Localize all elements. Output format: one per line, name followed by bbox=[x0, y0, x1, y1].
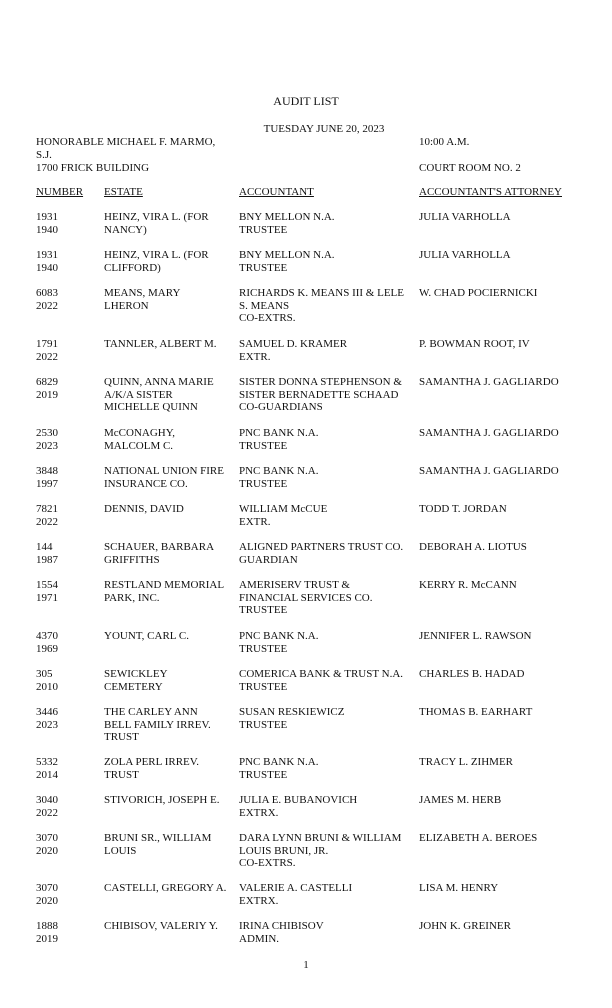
entry-attorney: TODD T. JORDAN bbox=[419, 503, 507, 515]
entry-attorney: LISA M. HENRY bbox=[419, 882, 499, 894]
entry-estate: NATIONAL UNION FIRE INSURANCE CO. bbox=[104, 465, 224, 490]
entry-attorney: JULIA VARHOLLA bbox=[419, 211, 511, 223]
entry-estate: CHIBISOV, VALERIY Y. bbox=[104, 920, 218, 932]
entry-number: 144 1987 bbox=[36, 541, 58, 566]
entry-accountant: ALIGNED PARTNERS TRUST CO. GUARDIAN bbox=[239, 541, 404, 566]
entry-number: 1931 1940 bbox=[36, 249, 58, 274]
entry-attorney: ELIZABETH A. BEROES bbox=[419, 832, 538, 844]
entry-estate: SCHAUER, BARBARA GRIFFITHS bbox=[104, 541, 215, 566]
entry-attorney: JAMES M. HERB bbox=[419, 794, 502, 806]
courtroom: COURT ROOM NO. 2 bbox=[419, 162, 521, 174]
entry-accountant: PNC BANK N.A. TRUSTEE bbox=[239, 756, 319, 781]
entry-number: 3070 2020 bbox=[36, 832, 58, 857]
entry-accountant: AMERISERV TRUST & FINANCIAL SERVICES CO. TRUSTEE bbox=[239, 579, 373, 617]
entry-number: 2530 2023 bbox=[36, 427, 58, 452]
entry-estate: THE CARLEY ANN BELL FAMILY IRREV. TRUST bbox=[104, 706, 211, 744]
column-header-number: NUMBER bbox=[36, 186, 84, 198]
entry-accountant: WILLIAM McCUE EXTR. bbox=[239, 503, 328, 528]
column-header-estate: ESTATE bbox=[104, 186, 143, 198]
entry-number: 1888 2019 bbox=[36, 920, 58, 945]
entry-estate: CASTELLI, GREGORY A. bbox=[104, 882, 227, 894]
entry-estate: BRUNI SR., WILLIAM LOUIS bbox=[104, 832, 212, 857]
entry-accountant: SUSAN RESKIEWICZ TRUSTEE bbox=[239, 706, 345, 731]
column-header-attorney: ACCOUNTANT'S ATTORNEY bbox=[419, 186, 562, 198]
entry-number: 3446 2023 bbox=[36, 706, 58, 731]
entry-accountant: PNC BANK N.A. TRUSTEE bbox=[239, 427, 319, 452]
page-number: 1 bbox=[303, 959, 309, 971]
entry-estate: HEINZ, VIRA L. (FOR NANCY) bbox=[104, 211, 209, 236]
entry-number: 3040 2022 bbox=[36, 794, 58, 819]
entry-accountant: VALERIE A. CASTELLI EXTRX. bbox=[239, 882, 353, 907]
hearing-date: TUESDAY JUNE 20, 2023 bbox=[263, 123, 385, 135]
entry-number: 7821 2022 bbox=[36, 503, 58, 528]
entry-attorney: DEBORAH A. LIOTUS bbox=[419, 541, 527, 553]
entry-attorney: CHARLES B. HADAD bbox=[419, 668, 525, 680]
entry-attorney: SAMANTHA J. GAGLIARDO bbox=[419, 465, 559, 477]
entry-accountant: PNC BANK N.A. TRUSTEE bbox=[239, 465, 319, 490]
entry-number: 6083 2022 bbox=[36, 287, 58, 312]
entry-accountant: COMERICA BANK & TRUST N.A. TRUSTEE bbox=[239, 668, 404, 693]
entry-accountant: DARA LYNN BRUNI & WILLIAM LOUIS BRUNI, JR. CO-EXTRS. bbox=[239, 832, 402, 870]
entry-number: 6829 2019 bbox=[36, 376, 58, 401]
entry-estate: QUINN, ANNA MARIE A/K/A SISTER MICHELLE QUINN bbox=[104, 376, 214, 414]
entry-estate: ZOLA PERL IRREV. TRUST bbox=[104, 756, 200, 781]
entry-estate: HEINZ, VIRA L. (FOR CLIFFORD) bbox=[104, 249, 209, 274]
hearing-time: 10:00 A.M. bbox=[419, 136, 470, 148]
entry-attorney: JENNIFER L. RAWSON bbox=[419, 630, 532, 642]
entry-accountant: PNC BANK N.A. TRUSTEE bbox=[239, 630, 319, 655]
building-name: 1700 FRICK BUILDING bbox=[36, 162, 150, 174]
entry-estate: McCONAGHY, MALCOLM C. bbox=[104, 427, 175, 452]
entry-accountant: BNY MELLON N.A. TRUSTEE bbox=[239, 211, 335, 236]
judge-name: HONORABLE MICHAEL F. MARMO, S.J. bbox=[36, 136, 216, 161]
entry-accountant: IRINA CHIBISOV ADMIN. bbox=[239, 920, 324, 945]
entry-estate: DENNIS, DAVID bbox=[104, 503, 184, 515]
entry-attorney: KERRY R. McCANN bbox=[419, 579, 517, 591]
entry-number: 1554 1971 bbox=[36, 579, 58, 604]
entry-number: 3070 2020 bbox=[36, 882, 58, 907]
entry-attorney: SAMANTHA J. GAGLIARDO bbox=[419, 427, 559, 439]
entry-attorney: JULIA VARHOLLA bbox=[419, 249, 511, 261]
entry-estate: SEWICKLEY CEMETERY bbox=[104, 668, 168, 693]
entry-estate: TANNLER, ALBERT M. bbox=[104, 338, 217, 350]
entry-attorney: JOHN K. GREINER bbox=[419, 920, 511, 932]
entry-estate: MEANS, MARY LHERON bbox=[104, 287, 181, 312]
entry-estate: STIVORICH, JOSEPH E. bbox=[104, 794, 220, 806]
entry-number: 3848 1997 bbox=[36, 465, 58, 490]
entry-accountant: JULIA E. BUBANOVICH EXTRX. bbox=[239, 794, 358, 819]
entry-accountant: RICHARDS K. MEANS III & LELE S. MEANS CO-EXTRS. bbox=[239, 287, 404, 325]
entry-number: 4370 1969 bbox=[36, 630, 58, 655]
entry-accountant: SISTER DONNA STEPHENSON & SISTER BERNADETTE SCHAAD CO-GUARDIANS bbox=[239, 376, 402, 414]
entry-attorney: THOMAS B. EARHART bbox=[419, 706, 533, 718]
entry-number: 305 2010 bbox=[36, 668, 58, 693]
entry-number: 5332 2014 bbox=[36, 756, 58, 781]
entry-attorney: W. CHAD POCIERNICKI bbox=[419, 287, 538, 299]
entry-number: 1931 1940 bbox=[36, 211, 58, 236]
entry-attorney: TRACY L. ZIHMER bbox=[419, 756, 514, 768]
entry-number: 1791 2022 bbox=[36, 338, 58, 363]
entry-accountant: SAMUEL D. KRAMER EXTR. bbox=[239, 338, 348, 363]
entry-attorney: SAMANTHA J. GAGLIARDO bbox=[419, 376, 559, 388]
entry-estate: YOUNT, CARL C. bbox=[104, 630, 189, 642]
entry-estate: RESTLAND MEMORIAL PARK, INC. bbox=[104, 579, 225, 604]
column-header-accountant: ACCOUNTANT bbox=[239, 186, 314, 198]
page-title: AUDIT LIST bbox=[273, 94, 339, 108]
entry-attorney: P. BOWMAN ROOT, IV bbox=[419, 338, 530, 350]
entry-accountant: BNY MELLON N.A. TRUSTEE bbox=[239, 249, 335, 274]
